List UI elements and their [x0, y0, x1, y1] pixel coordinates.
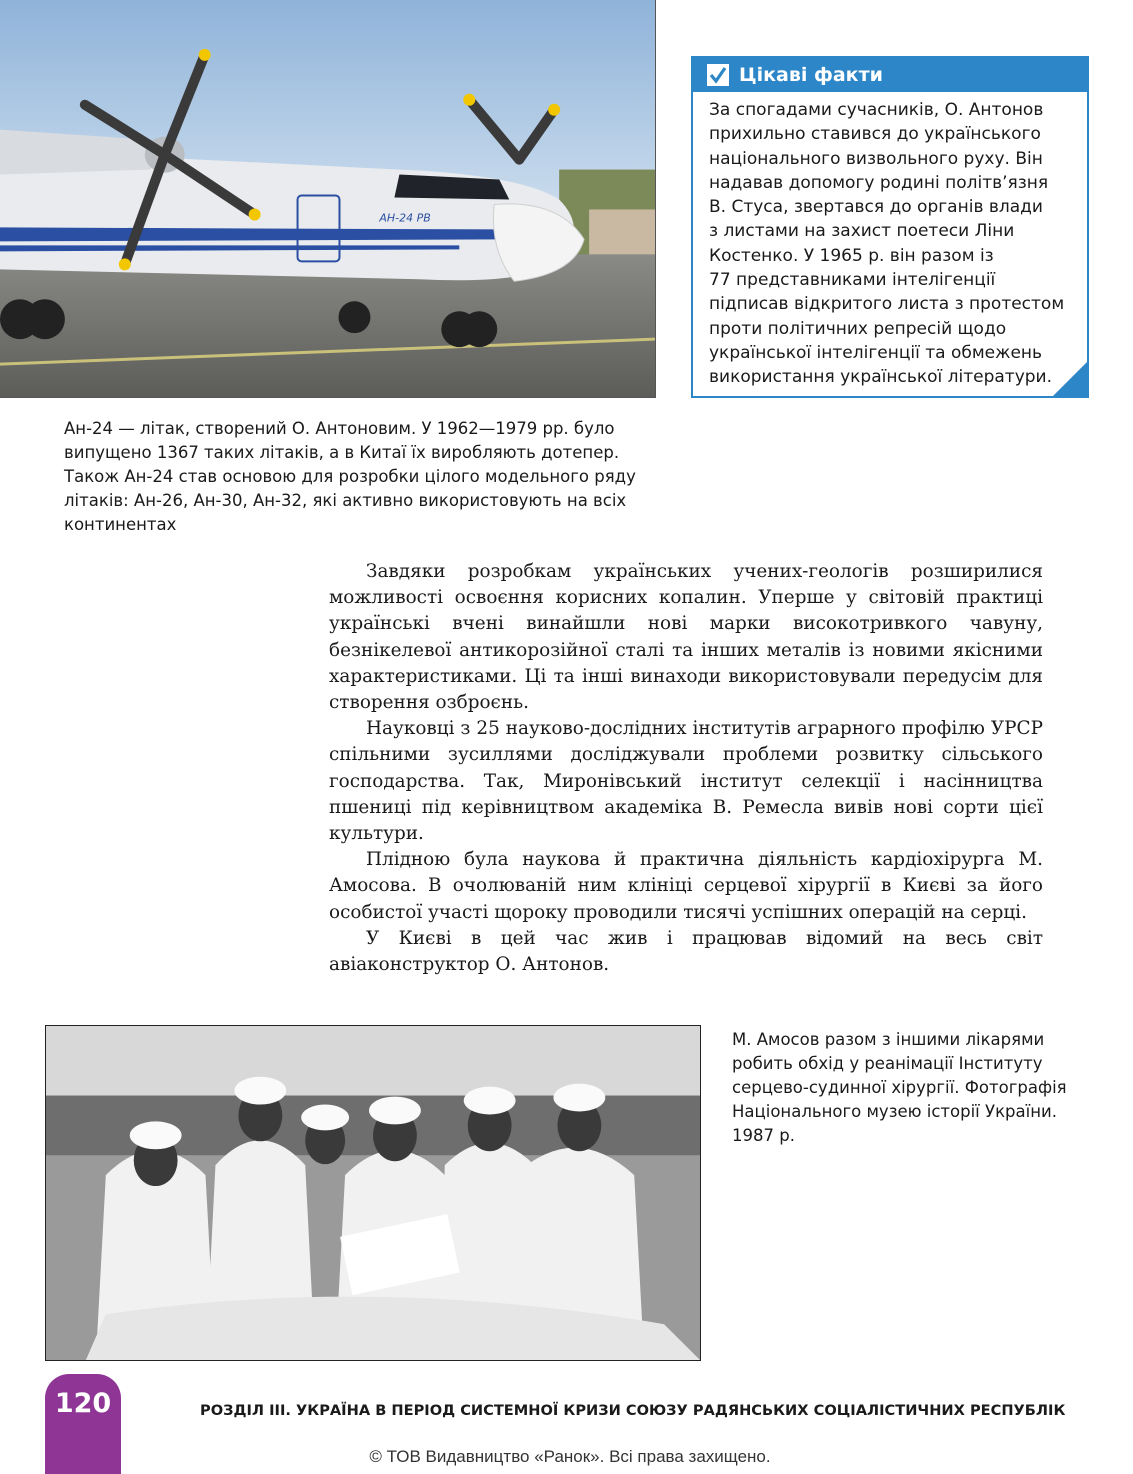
doctors-caption: М. Амосов разом з іншими лікарями робить обхід у реанімації Інституту серцево-судинної хірургії. Фотографія Національного музею історії України. 1987 р.	[732, 1030, 1067, 1145]
interesting-facts-box	[691, 56, 1089, 398]
amosov-photo	[45, 1025, 701, 1361]
copyright-notice: © ТОВ Видавництво «Ранок». Всі права захищено.	[369, 1447, 771, 1466]
paragraph: Науковці з 25 науково-дослідних інститутів аграрного профілю УРСР спільними зусиллями досліджували проблеми розвитку сільського господарства. Так, Миронівський інститут селекції і насінництва пшениці під керівництвом академіка В. Ремесла вивів нові сорти цієї культури.	[329, 718, 1043, 845]
chapter-title: РОЗДІЛ III. УКРАЇНА В ПЕРІОД СИСТЕМНОЇ КРИЗИ СОЮЗУ РАДЯНСЬКИХ СОЦІАЛІСТИЧНИХ РЕСПУБЛІК	[200, 1402, 1066, 1419]
an24-photo	[0, 0, 656, 398]
facts-title: Цікаві факти	[739, 64, 883, 86]
paragraph: Плідною була наукова й практична діяльність кардіохірурга М. Амосова. В очолюваній ним клініці серцевої хірургії в Києві за його особистої участі щороку проводили тисячі успішних операцій на серці.	[329, 849, 1043, 923]
an24-illustration	[0, 0, 655, 397]
plane-registration: АН-24 РВ	[379, 211, 431, 225]
facts-text: За спогадами сучасників, О. Антонов прихильно ставився до українського національного визвольного руху. Він надавав допомогу родині політв’язня В. Стуса, звертався до органів влади з листами на захист поетеси Ліни Костенко. У 1965 р. він разом із 77 представниками інтелігенції підписав відкритого листа з протестом проти політичних репресій щодо української інтелігенції та обмежень використання української літератури.	[709, 100, 1065, 388]
facts-corner-decoration	[1053, 362, 1087, 396]
checkmark-icon	[707, 64, 729, 86]
plane-caption: Ан-24 — літак, створений О. Антоновим. У 1962—1979 рр. було випущено 1367 таких літаків, а в Китаї їх виробляють дотепер. Також Ан-24 став основою для розробки цілого модельного ряду літаків: Ан-26, Ан-30, Ан-32, які активно використовують на всіх континентах	[64, 419, 636, 534]
doctors-illustration	[46, 1026, 700, 1360]
paragraph: У Києві в цей час жив і працював відомий на весь світ авіаконструктор О. Антонов.	[329, 927, 1043, 976]
page-number: 120	[54, 1388, 112, 1419]
main-text	[329, 559, 1043, 978]
paragraph: Завдяки розробкам українських учених-геологів розширилися можливості освоєння корисних копалин. Уперше у світовій практиці українські вчені винайшли нові марки високотривкого чавуну, безнікелевої антикорозійної сталі та інших металів із новими якісними характеристиками. Ці та інші винаходи використовували передусім для створення озброєнь.	[329, 561, 1043, 714]
facts-header	[693, 58, 1087, 92]
